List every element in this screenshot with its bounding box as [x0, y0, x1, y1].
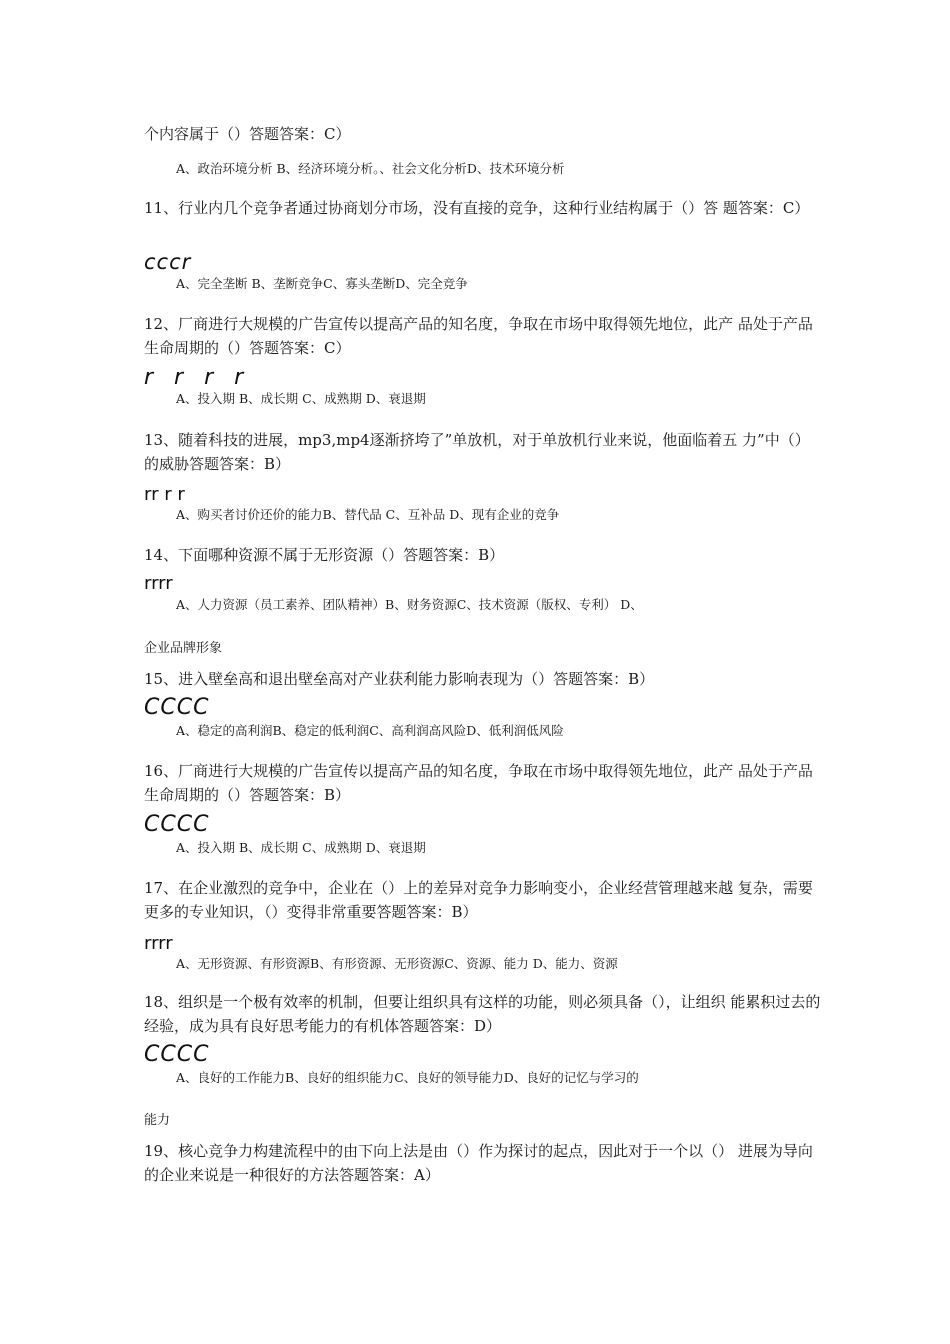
- question-13: 13、随着科技的进展，mp3,mp4逐渐挤垮了”单放机，对于单放机行业来说，他面临着五 力”中（）的威胁答题答案：B）: [144, 431, 810, 473]
- answer-marks-18: CCCC: [144, 1042, 210, 1067]
- options-15: A、稳定的高利润B、稳定的低利润C、高利润高风险D、低利润低风险: [176, 723, 564, 738]
- answer-marks-16: CCCC: [144, 812, 210, 837]
- answer-marks-14: rrrr: [144, 573, 173, 594]
- options-14-continued: 企业品牌形象: [144, 641, 223, 656]
- question-16: 16、厂商进行大规模的广告宣传以提高产品的知名度，争取在市场中取得领先地位，此产 品处于产品生命周期的（）答题答案：B）: [144, 762, 813, 804]
- question-19: 19、核心竞争力构建流程中的由下向上法是由（）作为探讨的起点，因此对于一个以（） 进展为导向的企业来说是一种很好的方法答题答案：A）: [144, 1142, 813, 1184]
- options-11: A、完全垄断 B、垄断竞争C、寡头垄断D、完全竞争: [176, 276, 468, 291]
- options-10: A、政治环境分析 B、经济环境分析。、社会文化分析D、技术环境分析: [176, 161, 565, 176]
- options-18-continued: 能力: [144, 1113, 171, 1128]
- answer-marks-12: r r r r: [144, 365, 245, 390]
- options-14: A、人力资源（员工素养、团队精神）B、财务资源C、技术资源（版权、专利） D、: [176, 597, 643, 612]
- options-12: A、投入期 B、成长期 C、成熟期 D、衰退期: [176, 391, 426, 406]
- options-18: A、良好的工作能力B、良好的组织能力C、良好的领导能力D、良好的记忆与学习的: [176, 1070, 639, 1085]
- question-10-tail: 个内容属于（）答题答案：C）: [144, 125, 351, 143]
- answer-marks-15: CCCC: [144, 695, 210, 720]
- options-13: A、购买者讨价还价的能力B、替代品 C、互补品 D、现有企业的竞争: [176, 507, 560, 522]
- question-18: 18、组织是一个极有效率的机制，但要让组织具有这样的功能，则必须具备（），让组织 能累积过去的经验，成为具有良好思考能力的有机体答题答案：D）: [144, 993, 821, 1035]
- answer-marks-13: rr r r: [144, 484, 185, 505]
- question-17: 17、在企业激烈的竞争中，企业在（）上的差异对竞争力影响变小，企业经营管理越来越 复杂，需要更多的专业知识，（）变得非常重要答题答案：B）: [144, 879, 813, 921]
- question-11: 11、行业内几个竞争者通过协商划分市场，没有直接的竞争，这种行业结构属于（）答 题答案：C）: [144, 199, 810, 217]
- options-17: A、无形资源、有形资源B、有形资源、无形资源C、资源、能力 D、能力、资源: [176, 956, 618, 971]
- answer-marks-17: rrrr: [144, 933, 173, 954]
- question-15: 15、进入壁垒高和退出壁垒高对产业获利能力影响表现为（）答题答案：B）: [144, 670, 655, 688]
- options-16: A、投入期 B、成长期 C、成熟期 D、衰退期: [176, 840, 426, 855]
- answer-marks-11: cccr: [144, 250, 192, 274]
- question-14: 14、下面哪种资源不属于无形资源（）答题答案：B）: [144, 546, 505, 564]
- question-12: 12、厂商进行大规模的广告宣传以提高产品的知名度，争取在市场中取得领先地位，此产 品处于产品生命周期的（）答题答案：C）: [144, 315, 813, 357]
